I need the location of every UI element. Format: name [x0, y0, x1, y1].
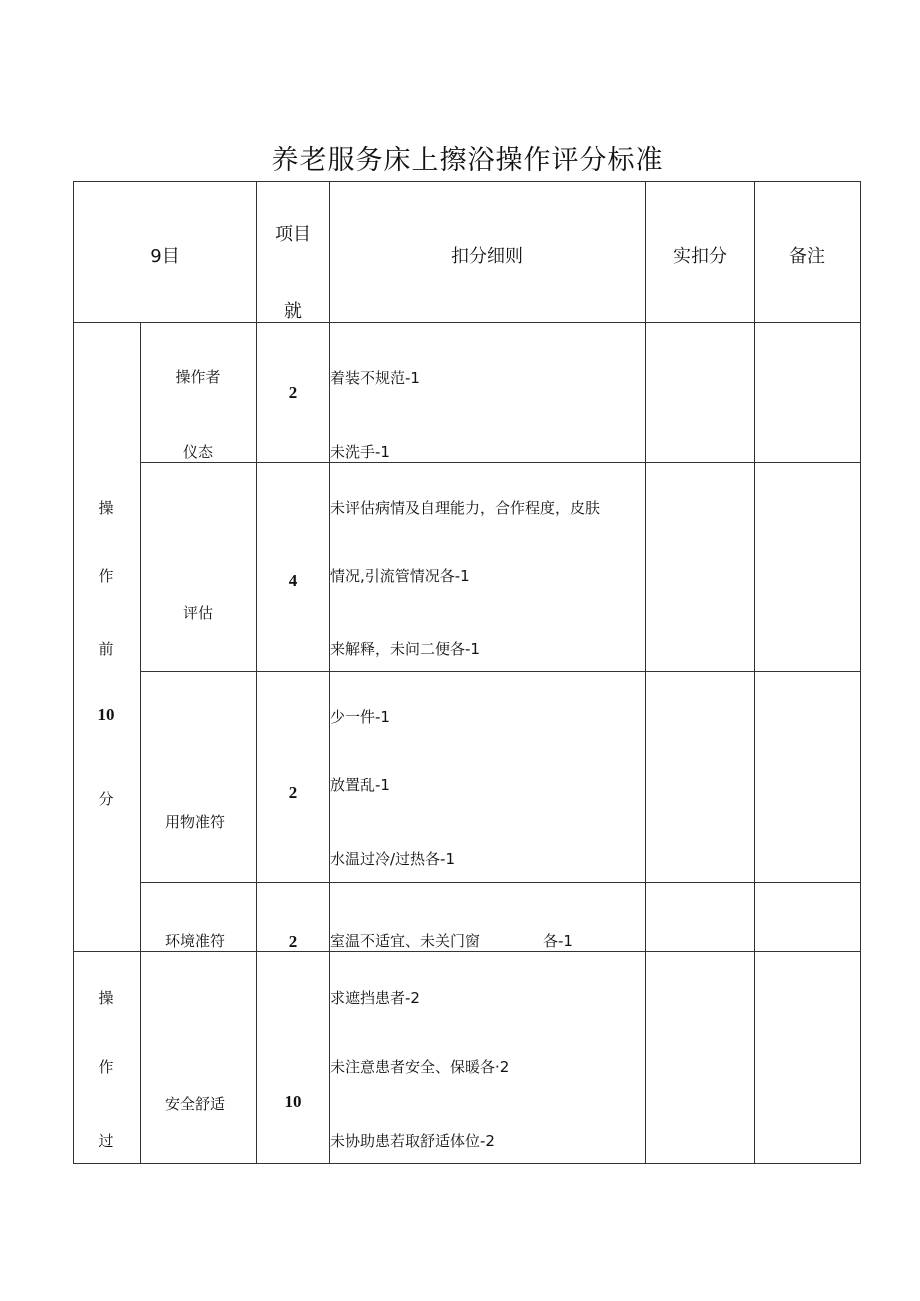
detail-line: 未协助患若取舒适体位-2 [330, 1132, 495, 1150]
row-divider [140, 671, 861, 672]
item-name: 安全舒适 [164, 1095, 226, 1113]
item-points: 2 [288, 932, 298, 951]
section-label-char: 作 [98, 567, 114, 585]
header-item: 项目 [275, 224, 311, 245]
section-label-char: 操 [98, 499, 114, 517]
section-score: 10 [97, 705, 115, 724]
col-divider [645, 181, 646, 1164]
table-border-left [73, 181, 74, 1164]
detail-line: 未注意患者安全、保暖各·2 [330, 1058, 510, 1076]
detail-line: 室温不适宜、未关门窗 [330, 932, 481, 950]
detail-suffix: 各-1 [543, 932, 573, 950]
section-label-char: 前 [98, 640, 114, 658]
detail-line: 着装不规范-1 [330, 369, 420, 387]
col-divider [256, 181, 257, 1164]
table-border-bottom [73, 1163, 861, 1164]
row-divider [140, 882, 861, 883]
table-border-top [73, 181, 861, 182]
col-divider [329, 181, 330, 1164]
section-divider [73, 951, 861, 952]
col-divider [754, 181, 755, 1164]
detail-line: 求遮挡患者-2 [330, 989, 420, 1007]
section-label-char: 过 [98, 1132, 114, 1150]
section-score-unit: 分 [98, 790, 114, 808]
header-actual-deduction: 实扣分 [673, 246, 727, 267]
header-deduction-rules: 扣分细则 [451, 246, 523, 267]
detail-line: 水温过冷/过热各-1 [330, 850, 456, 868]
detail-line: 未洗手-1 [330, 443, 390, 461]
row-divider [140, 462, 861, 463]
detail-line: 少一件-1 [330, 708, 390, 726]
item-points: 2 [288, 783, 298, 802]
table-border-right [860, 181, 861, 1164]
page-title: 养老服务床上擦浴操作评分标准 [271, 145, 664, 176]
header-item-sub: 就 [284, 301, 302, 322]
header-remarks: 备注 [789, 246, 825, 267]
col-divider [140, 322, 141, 1164]
item-name: 用物准符 [164, 813, 226, 831]
section-label-char: 操 [98, 989, 114, 1007]
item-name: 环境准符 [164, 932, 226, 950]
detail-line: 情况,引流管情况各-1 [330, 567, 470, 585]
item-name-sub: 仪态 [182, 443, 214, 461]
item-name: 评估 [182, 604, 214, 622]
detail-line: 来解释，未问二便各-1 [330, 640, 480, 658]
header-divider [73, 322, 861, 323]
section-label-char: 作 [98, 1058, 114, 1076]
detail-line: 未评估病情及自理能力，合作程度，皮肤 [330, 499, 601, 517]
detail-line: 放置乱-1 [330, 776, 390, 794]
item-points: 10 [284, 1092, 302, 1111]
header-project: 9目 [150, 246, 180, 267]
item-name: 操作者 [175, 368, 221, 386]
item-points: 4 [288, 571, 298, 590]
item-points: 2 [288, 383, 298, 402]
